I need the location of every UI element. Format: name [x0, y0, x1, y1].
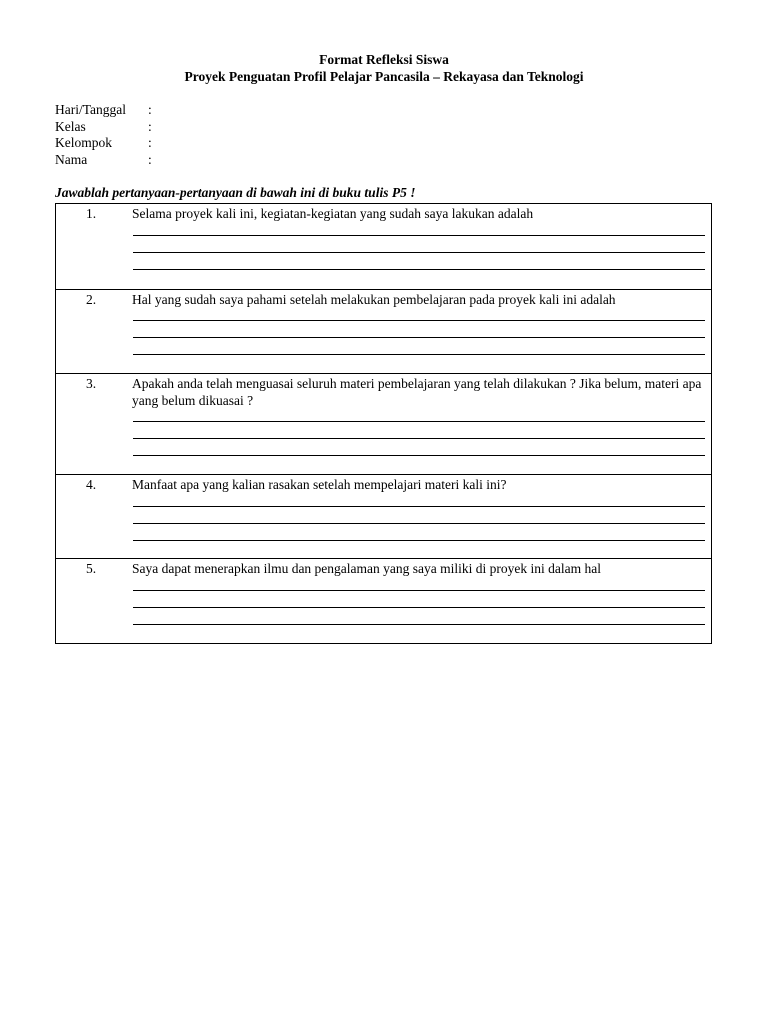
answer-line: [133, 607, 705, 608]
answer-line: [133, 337, 705, 338]
question-row-4: [56, 474, 711, 558]
answer-line: [133, 590, 705, 591]
info-colon: :: [148, 151, 152, 167]
question-text: Saya dapat menerapkan ilmu dan pengalaman yang saya miliki di proyek ini dalam hal: [132, 561, 601, 576]
answer-line: [133, 252, 705, 253]
question-number: 5.: [86, 561, 97, 576]
form-title: Format Refleksi Siswa: [319, 52, 449, 67]
info-colon: :: [148, 135, 152, 150]
question-text: Manfaat apa yang kalian rasakan setelah mempelajari materi kali ini?: [132, 477, 507, 492]
answer-line: [133, 506, 705, 507]
info-colon: :: [148, 118, 152, 134]
question-text: Apakah anda telah menguasai seluruh materi pembelajaran yang telah dilakukan ? Jika belum, materi apa yang belum dikuasai ?: [132, 376, 702, 408]
question-text: Selama proyek kali ini, kegiatan-kegiatan yang sudah saya lakukan adalah: [132, 206, 534, 221]
answer-line: [133, 540, 705, 541]
answer-line: [133, 235, 705, 236]
answer-line: [133, 438, 705, 439]
info-colon: :: [148, 102, 152, 117]
answer-line: [133, 624, 705, 625]
answer-line: [133, 320, 705, 321]
question-row-5: [56, 558, 711, 643]
answer-line: [133, 269, 705, 270]
question-text: Hal yang sudah saya pahami setelah melakukan pembelajaran pada proyek kali ini adalah: [132, 292, 616, 307]
info-row-name: [55, 152, 355, 169]
info-row-date: [55, 102, 355, 119]
info-label: Kelas: [55, 118, 86, 134]
student-info-block: [55, 102, 355, 168]
question-number: 1.: [86, 206, 97, 221]
question-number: 2.: [86, 292, 97, 307]
answer-line: [133, 455, 705, 456]
form-subtitle: Proyek Penguatan Profil Pelajar Pancasila – Rekayasa dan Teknologi: [184, 69, 584, 84]
info-label: Hari/Tanggal: [55, 102, 127, 117]
questions-table: [55, 203, 712, 644]
info-row-class: [55, 119, 355, 136]
question-number: 4.: [86, 477, 97, 492]
answer-line: [133, 523, 705, 524]
answer-line: [133, 354, 705, 355]
info-label: Kelompok: [55, 135, 112, 150]
info-row-group: [55, 135, 355, 152]
answer-line: [133, 421, 705, 422]
question-row-1: [56, 204, 711, 289]
instruction-text: Jawablah pertanyaan-pertanyaan di bawah ini di buku tulis P5 !: [55, 185, 416, 200]
question-row-3: [56, 373, 711, 474]
info-label: Nama: [55, 151, 88, 167]
question-number: 3.: [86, 376, 97, 391]
question-row-2: [56, 289, 711, 373]
